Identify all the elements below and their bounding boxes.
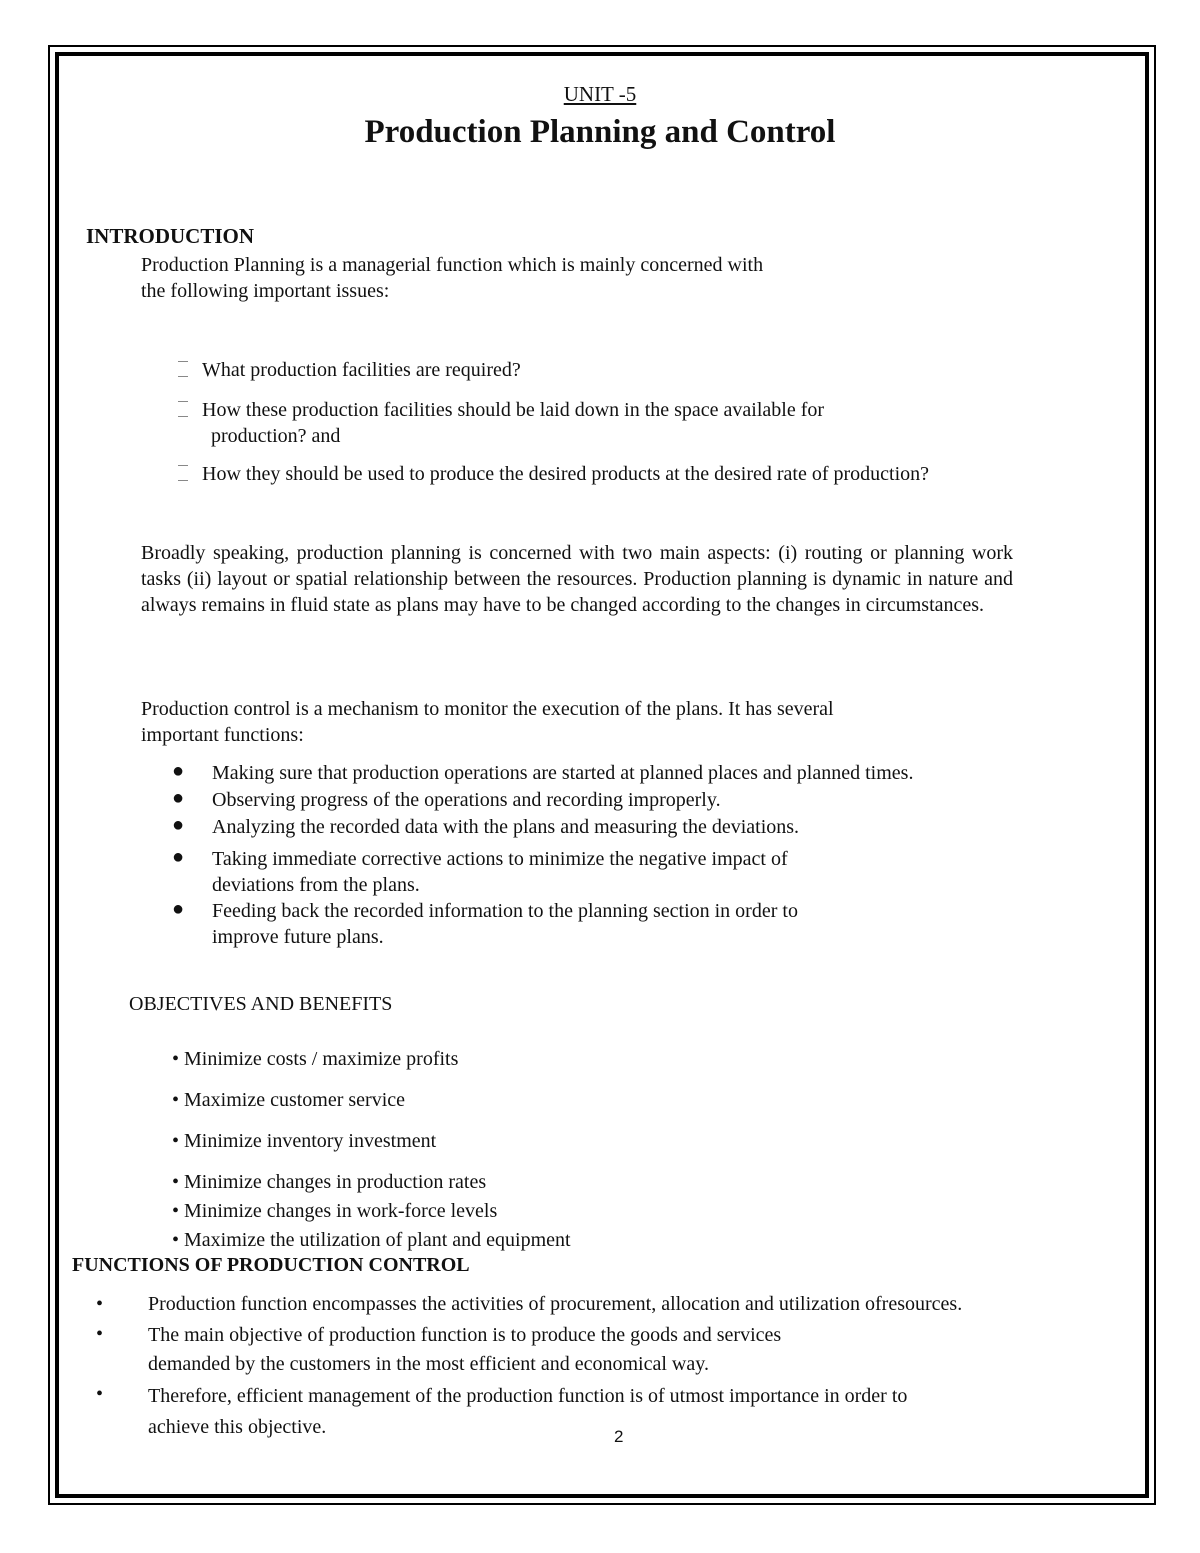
introduction-lead-line: Production Planning is a managerial function which is mainly concerned with [141,254,764,276]
issue-item [178,397,824,449]
issue-text-continued: production? and [211,425,341,447]
control-function-item [212,898,798,950]
function-item [148,1381,907,1443]
objective-item: • Maximize the utilization of plant and equipment [172,1229,571,1251]
objective-item: • Maximize customer service [172,1089,406,1111]
control-function-item: Analyzing the recorded data with the plans and measuring the deviations. [212,816,800,838]
function-line: achieve this objective. [148,1416,327,1438]
introduction-heading: INTRODUCTION [86,224,255,248]
page-number: 2 [614,1427,624,1446]
control-function-item: Making sure that production operations are started at planned places and planned times. [212,762,914,784]
control-function-item: Observing progress of the operations and recording improperly. [212,789,721,811]
issue-item [178,357,521,383]
function-item [148,1321,781,1379]
control-intro-line: Production control is a mechanism to monitor the execution of the plans. It has several [141,698,834,720]
bullet-icon: • [96,1293,104,1315]
bullet-icon: • [96,1323,104,1345]
objective-item: • Minimize changes in production rates [172,1171,487,1193]
introduction-lead [141,252,763,304]
bullet-icon: • [96,1383,104,1405]
control-function-item [212,846,788,898]
bullet-icon: ● [172,898,185,920]
bullet-icon: ● [172,760,185,782]
unit-label: UNIT -5 [563,82,637,106]
square-bullet-icon [178,361,188,377]
issue-item [178,461,929,487]
objective-item: • Minimize changes in work-force levels [172,1200,498,1222]
control-function-line: deviations from the plans. [212,874,420,896]
function-line: demanded by the customers in the most efficient and economical way. [148,1353,709,1375]
introduction-lead-line: the following important issues: [141,280,390,302]
control-function-line: Feeding back the recorded information to the planning section in order to [212,900,798,922]
bullet-icon: ● [172,846,185,868]
control-function-line: improve future plans. [212,926,384,948]
issue-text: How they should be used to produce the desired products at the desired rate of production? [202,463,930,485]
issue-text: How these production facilities should be laid down in the space available for [202,399,825,421]
control-function-line: Taking immediate corrective actions to minimize the negative impact of [212,848,788,870]
function-line: The main objective of production function is to produce the goods and services [148,1324,782,1346]
page-title: Production Planning and Control [364,114,836,150]
function-item: Production function encompasses the activities of procurement, allocation and utilization ofresources. [148,1293,963,1315]
functions-heading: FUNCTIONS OF PRODUCTION CONTROL [72,1254,470,1276]
square-bullet-icon [178,465,188,481]
control-intro [141,696,834,748]
objective-item: • Minimize costs / maximize profits [172,1048,459,1070]
objectives-heading: OBJECTIVES AND BENEFITS [129,993,393,1015]
bullet-icon: ● [172,814,185,836]
planning-paragraph: Broadly speaking, production planning is concerned with two main aspects: (i) routing or planning work tasks (ii) layout or spatial relationship between the resources. Production planning is dynamic in nature and always remains in fluid state as plans may have to be changed according to the changes in circumstances. [141,542,1013,616]
objective-item: • Minimize inventory investment [172,1130,437,1152]
bullet-icon: ● [172,787,185,809]
function-line: Therefore, efficient management of the production function is of utmost importance in order to [148,1385,908,1407]
control-intro-line: important functions: [141,724,304,746]
square-bullet-icon [178,401,188,417]
issue-text: What production facilities are required? [202,359,521,381]
